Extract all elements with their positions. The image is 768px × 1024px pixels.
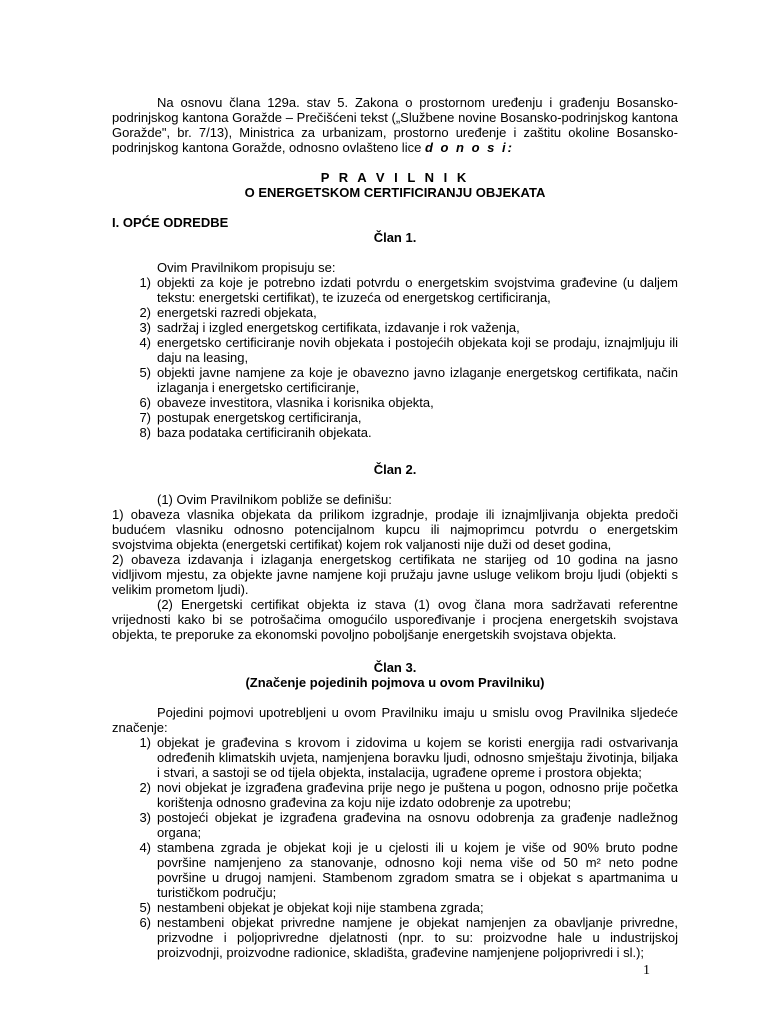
clan3-list xyxy=(112,735,678,960)
list-item xyxy=(112,335,678,365)
list-item-number: 4) xyxy=(139,840,151,855)
list-item xyxy=(112,305,678,320)
list-item-text: objekat je građevina s krovom i zidovima u kojem se koristi energija radi ostvarivanja određenih klimatskih uvjeta, namjenjena boravku ljudi, odnosno smještaju životinja, biljaka i stvari, a sastoji se od tijela objekta, instalacija, ugrađene opreme i prostora objekta; xyxy=(157,735,678,780)
list-item-number: 2) xyxy=(139,780,151,795)
list-item-number: 4) xyxy=(139,335,151,350)
list-item-text: baza podataka certificiranih objekata. xyxy=(157,425,372,440)
section-heading-1: I. OPĆE ODREDBE xyxy=(112,215,229,230)
list-item-text: nestambeni objekat je objekat koji nije stambena zgrada; xyxy=(157,900,484,915)
clan1-intro: Ovim Pravilnikom propisuju se: xyxy=(157,260,336,275)
list-item-number: 1) xyxy=(139,735,151,750)
list-item-text: stambena zgrada je objekat koji je u cjelosti ili u kojem je više od 90% bruto podne površine namjenjeno za stanovanje, odnosno koji nema više od 50 m² neto podne površine u drugoj namjeni. Stambenom zgradom smatra se i objekat s apartmanima u turističkom području; xyxy=(157,840,678,900)
list-item-number: 6) xyxy=(139,395,151,410)
document-title: P R A V I L N I K xyxy=(320,170,470,185)
list-item-text: postojeći objekat je izgrađena građevina na osnovu odobrenja za građenje nadležnog organa; xyxy=(157,810,678,840)
list-item xyxy=(112,900,678,915)
list-item-number: 7) xyxy=(139,410,151,425)
list-item xyxy=(112,395,678,410)
clan3-intro: Pojedini pojmovi upotrebljeni u ovom Pravilniku imaju u smislu ovog Pravilnika sljedeće značenje: xyxy=(112,705,678,735)
list-item-number: 1) xyxy=(139,275,151,290)
list-item xyxy=(112,915,678,960)
list-item xyxy=(112,840,678,900)
clan1-list xyxy=(112,275,678,440)
list-item xyxy=(112,425,678,440)
clan3-heading: Član 3. xyxy=(373,660,417,675)
list-item-text: nestambeni objekat privredne namjene je objekat namjenjen za obavljanje privredne, prizvodne i poljoprivredne djelatnosti (npr. to su: proizvodne hale u industrijskoj proizvodnji, proizvodne radionice, skladišta, građevine namjenjene poljoprivredi i sl.); xyxy=(157,915,678,960)
list-item-number: 8) xyxy=(139,425,151,440)
list-item xyxy=(112,410,678,425)
list-item xyxy=(112,320,678,335)
clan2-heading: Član 2. xyxy=(373,462,417,477)
list-item xyxy=(112,365,678,395)
list-item-text: energetsko certificiranje novih objekata i postojećih objekata koji se prodaju, iznajmljuju ili daju na leasing, xyxy=(157,335,678,365)
clan2-paragraph-4: (2) Energetski certifikat objekta iz stava (1) ovog člana mora sadržavati referentne vrijednosti kako bi se potrošačima omogućilo uspoređivanje i procjena energetskih svojstava objekta, te preporuke za ekonomski povoljno poboljšanje energetskih svojstava objekta. xyxy=(112,597,678,642)
page-number: 1 xyxy=(643,963,650,978)
list-item xyxy=(112,780,678,810)
document-page xyxy=(112,95,678,960)
list-item-text: energetski razredi objekata, xyxy=(157,305,317,320)
list-item-number: 5) xyxy=(139,900,151,915)
clan2-paragraph-1: (1) Ovim Pravilnikom pobliže se definišu: xyxy=(157,492,392,507)
list-item-text: objekti za koje je potrebno izdati potvrdu o energetskim svojstvima građevine (u daljem tekstu: energetski certifikat), te izuzeća od energetskog certificiranja, xyxy=(157,275,678,305)
document-subtitle: O ENERGETSKOM CERTIFICIRANJU OBJEKATA xyxy=(244,185,546,200)
clan2-paragraph-2: 1) obaveza vlasnika objekata da prilikom izgradnje, prodaje ili iznajmljivanja objekta predoči budućem vlasniku odnosno potencijalnom kupcu ili najmoprimcu potvrdu o energetskim svojstvima objekta (energetski certifikat) kojem rok valjanosti nije duži od deset godina, xyxy=(112,507,678,552)
preamble-paragraph xyxy=(112,95,678,155)
list-item-text: novi objekat je izgrađena građevina prije nego je puštena u pogon, odnosno prije početka korištenja odnosno građevina za koju nije izdato odobrenje za upotrebu; xyxy=(157,780,678,810)
clan3-subheading: (Značenje pojedinih pojmova u ovom Pravilniku) xyxy=(245,675,545,690)
list-item-number: 6) xyxy=(139,915,151,930)
list-item xyxy=(112,275,678,305)
list-item xyxy=(112,735,678,780)
clan1-heading: Član 1. xyxy=(373,230,417,245)
list-item-text: postupak energetskog certificiranja, xyxy=(157,410,362,425)
clan2-paragraph-3: 2) obaveza izdavanja i izlaganja energetskog certifikata ne starijeg od 10 godina na jasno vidljivom mjestu, za objekte javne namjene koji pružaju javne usluge velikom broju ljudi (objekti s velikim prometom ljudi). xyxy=(112,552,678,597)
list-item-number: 2) xyxy=(139,305,151,320)
list-item-number: 5) xyxy=(139,365,151,380)
list-item-text: obaveze investitora, vlasnika i korisnika objekta, xyxy=(157,395,434,410)
preamble-donosi: d o n o s i: xyxy=(424,140,514,155)
list-item-text: objekti javne namjene za koje je obavezno javno izlaganje energetskog certifikata, način izlaganja i energetsko certificiranje, xyxy=(157,365,678,395)
list-item xyxy=(112,810,678,840)
preamble-text: Na osnovu člana 129a. stav 5. Zakona o prostornom uređenju i građenju Bosansko-podrinjskog kantona Goražde – Prečišćeni tekst („Službene novine Bosansko-podrinjskog kantona Goražde", br. 7/13), Ministrica za urbanizam, prostorno uređenje i zaštitu okoline Bosansko-podrinjskog kantona Goražde, odnosno ovlašteno lice xyxy=(112,95,678,155)
list-item-text: sadržaj i izgled energetskog certifikata, izdavanje i rok važenja, xyxy=(157,320,520,335)
list-item-number: 3) xyxy=(139,320,151,335)
list-item-number: 3) xyxy=(139,810,151,825)
